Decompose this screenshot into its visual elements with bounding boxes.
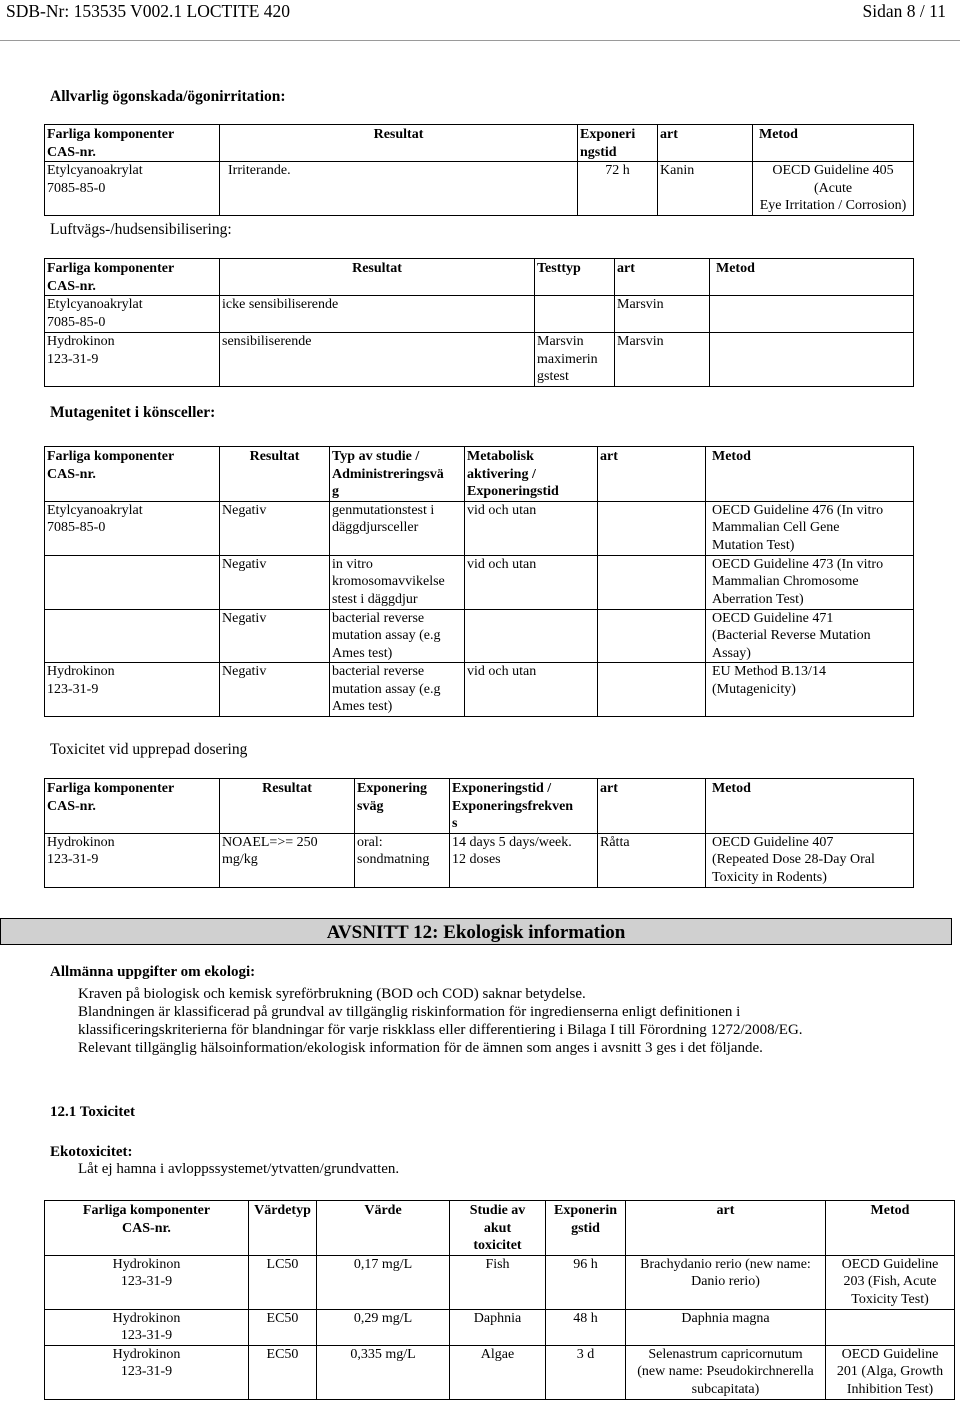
col-header: Exponeri ngstid	[578, 125, 658, 162]
value-cell: 0,335 mg/L	[317, 1345, 450, 1399]
test-type-cell	[535, 296, 615, 333]
method-cell: OECD Guideline 476 (In vitro Mammalian Cell Gene Mutation Test)	[706, 501, 914, 555]
method-cell: OECD Guideline 407 (Repeated Dose 28-Day Oral Toxicity in Rodents)	[706, 833, 914, 887]
study-cell: Daphnia	[450, 1309, 546, 1345]
col-header: art	[615, 259, 710, 296]
ecotoxicity-table	[44, 1200, 955, 1400]
mutagenicity-table	[44, 446, 914, 717]
header-divider	[0, 40, 960, 41]
eye-irritation-table	[44, 124, 914, 216]
col-header: Farliga komponenter CAS-nr.	[45, 1201, 249, 1256]
component-cell	[45, 609, 220, 663]
table-row	[45, 663, 914, 717]
value-type-cell: EC50	[249, 1345, 317, 1399]
species-cell: Råtta	[598, 833, 706, 887]
study-type-cell: genmutationstest i däggdjursceller	[330, 501, 465, 555]
table-row	[45, 296, 914, 333]
col-header: art	[598, 779, 706, 834]
col-header: Farliga komponenter CAS-nr.	[45, 447, 220, 502]
col-header: Resultat	[220, 125, 578, 162]
time-cell: 48 h	[546, 1309, 626, 1345]
species-cell: Selenastrum capricornutum (new name: Pseudokirchnerella subcapitata)	[626, 1345, 826, 1399]
table-row	[45, 1255, 955, 1309]
ecology-line: Kraven på biologisk och kemisk syreförbrukning (BOD och COD) saknar betydelse.	[78, 986, 586, 1002]
table-row	[45, 501, 914, 555]
component-cell: Etylcyanoakrylat 7085-85-0	[45, 162, 220, 216]
method-cell: OECD Guideline 201 (Alga, Growth Inhibition Test)	[826, 1345, 955, 1399]
result-cell: sensibiliserende	[220, 333, 535, 387]
col-header: art	[658, 125, 753, 162]
ecology-line: Blandningen är klassificerad på grundval av tillgänglig riskinformation för ingredienserna enligt definitionen i	[78, 1004, 741, 1020]
time-cell: 3 d	[546, 1345, 626, 1399]
species-cell: Brachydanio rerio (new name: Danio rerio)	[626, 1255, 826, 1309]
study-type-cell: bacterial reverse mutation assay (e.g Ames test)	[330, 609, 465, 663]
col-header: Exponering sväg	[355, 779, 450, 834]
col-header: Studie av akut toxicitet	[450, 1201, 546, 1256]
col-header: Metod	[706, 779, 914, 834]
value-type-cell: LC50	[249, 1255, 317, 1309]
col-header: Metod	[706, 447, 914, 502]
sens-section-title: Luftvägs-/hudsensibilisering:	[50, 221, 232, 238]
table-row	[45, 162, 914, 216]
col-header: art	[626, 1201, 826, 1256]
table-row	[45, 1345, 955, 1399]
result-cell: Irriterande.	[220, 162, 578, 216]
species-cell: Marsvin	[615, 333, 710, 387]
section-12-heading: AVSNITT 12: Ekologisk information	[326, 922, 626, 943]
page-number: Sidan 8 / 11	[862, 1, 946, 21]
time-cell: 72 h	[578, 162, 658, 216]
result-cell: Negativ	[220, 555, 330, 609]
duration-cell: 14 days 5 days/week. 12 doses	[450, 833, 598, 887]
col-header: Testtyp	[535, 259, 615, 296]
muta-section-title: Mutagenitet i könsceller:	[50, 404, 216, 421]
result-cell: Negativ	[220, 609, 330, 663]
col-header: Resultat	[220, 779, 355, 834]
species-cell: Daphnia magna	[626, 1309, 826, 1345]
table-row	[45, 1309, 955, 1345]
table-row	[45, 555, 914, 609]
activation-cell: vid och utan	[465, 663, 598, 717]
component-cell: Hydrokinon 123-31-9	[45, 663, 220, 717]
col-header: Metabolisk aktivering / Exponeringstid	[465, 447, 598, 502]
ecology-line: klassificeringskriterierna för blandningar för varje riskklass eller differentiering i Bilaga I till Förordning 1272/2008/EG.	[78, 1022, 803, 1038]
activation-cell: vid och utan	[465, 555, 598, 609]
table-header-row	[45, 1201, 955, 1256]
col-header: Farliga komponenter CAS-nr.	[45, 125, 220, 162]
component-cell: Hydrokinon 123-31-9	[45, 1255, 249, 1309]
species-cell: Marsvin	[615, 296, 710, 333]
table-row	[45, 833, 914, 887]
component-cell: Hydrokinon 123-31-9	[45, 1309, 249, 1345]
study-type-cell: in vitro kromosomavvikelse stest i däggdjur	[330, 555, 465, 609]
ecotoxicity-title: Ekotoxicitet:	[50, 1144, 133, 1160]
component-cell: Etylcyanoakrylat 7085-85-0	[45, 501, 220, 555]
col-header: Värdetyp	[249, 1201, 317, 1256]
result-cell: Negativ	[220, 663, 330, 717]
ecology-general-title: Allmänna uppgifter om ekologi:	[50, 964, 256, 980]
col-header: Resultat	[220, 447, 330, 502]
table-header-row	[45, 125, 914, 162]
component-cell: Hydrokinon 123-31-9	[45, 833, 220, 887]
method-cell: OECD Guideline 471 (Bacterial Reverse Mutation Assay)	[706, 609, 914, 663]
method-cell: EU Method B.13/14 (Mutagenicity)	[706, 663, 914, 717]
result-cell: Negativ	[220, 501, 330, 555]
document-id: SDB-Nr: 153535 V002.1 LOCTITE 420	[6, 1, 291, 21]
repeated-dose-table	[44, 778, 914, 888]
component-cell	[45, 555, 220, 609]
col-header: Farliga komponenter CAS-nr.	[45, 779, 220, 834]
time-cell: 96 h	[546, 1255, 626, 1309]
col-header: Resultat	[220, 259, 535, 296]
species-cell	[598, 663, 706, 717]
species-cell: Kanin	[658, 162, 753, 216]
study-cell: Algae	[450, 1345, 546, 1399]
table-header-row	[45, 779, 914, 834]
col-header: Metod	[710, 259, 914, 296]
col-header: Farliga komponenter CAS-nr.	[45, 259, 220, 296]
col-header: Metod	[753, 125, 914, 162]
table-header-row	[45, 259, 914, 296]
value-cell: 0,17 mg/L	[317, 1255, 450, 1309]
activation-cell: vid och utan	[465, 501, 598, 555]
page-header	[0, 0, 960, 26]
test-type-cell: Marsvin maximerin gstest	[535, 333, 615, 387]
ecotoxicity-text: Låt ej hamna i avloppssystemet/ytvatten/grundvatten.	[78, 1161, 400, 1177]
component-cell: Hydrokinon 123-31-9	[45, 1345, 249, 1399]
method-cell: OECD Guideline 203 (Fish, Acute Toxicity Test)	[826, 1255, 955, 1309]
toxicity-subtitle: 12.1 Toxicitet	[50, 1104, 135, 1120]
component-cell: Hydrokinon 123-31-9	[45, 333, 220, 387]
result-cell: NOAEL=>= 250 mg/kg	[220, 833, 355, 887]
col-header: Typ av studie / Administreringsvä g	[330, 447, 465, 502]
col-header: Värde	[317, 1201, 450, 1256]
method-cell	[710, 296, 914, 333]
study-cell: Fish	[450, 1255, 546, 1309]
table-row	[45, 609, 914, 663]
value-type-cell: EC50	[249, 1309, 317, 1345]
method-cell: OECD Guideline 473 (In vitro Mammalian Chromosome Aberration Test)	[706, 555, 914, 609]
col-header: Exponeringstid / Exponeringsfrekven s	[450, 779, 598, 834]
col-header: art	[598, 447, 706, 502]
col-header: Metod	[826, 1201, 955, 1256]
method-cell	[710, 333, 914, 387]
study-type-cell: bacterial reverse mutation assay (e.g Ames test)	[330, 663, 465, 717]
table-header-row	[45, 447, 914, 502]
ecology-line: Relevant tillgänglig hälsoinformation/ekologisk information för de ämnen som anges i avsnitt 3 ges i det följande.	[78, 1040, 763, 1056]
result-cell: icke sensibiliserende	[220, 296, 535, 333]
eye-section-title: Allvarlig ögonskada/ögonirritation:	[50, 88, 286, 105]
table-row	[45, 333, 914, 387]
activation-cell	[465, 609, 598, 663]
species-cell	[598, 501, 706, 555]
sensitization-table	[44, 258, 914, 387]
species-cell	[598, 609, 706, 663]
component-cell: Etylcyanoakrylat 7085-85-0	[45, 296, 220, 333]
species-cell	[598, 555, 706, 609]
method-cell	[826, 1309, 955, 1345]
repeat-section-title: Toxicitet vid upprepad dosering	[50, 741, 248, 758]
col-header: Exponerin gstid	[546, 1201, 626, 1256]
route-cell: oral: sondmatning	[355, 833, 450, 887]
section-12-heading-bar	[0, 918, 952, 945]
method-cell: OECD Guideline 405 (Acute Eye Irritation / Corrosion)	[753, 162, 914, 216]
value-cell: 0,29 mg/L	[317, 1309, 450, 1345]
